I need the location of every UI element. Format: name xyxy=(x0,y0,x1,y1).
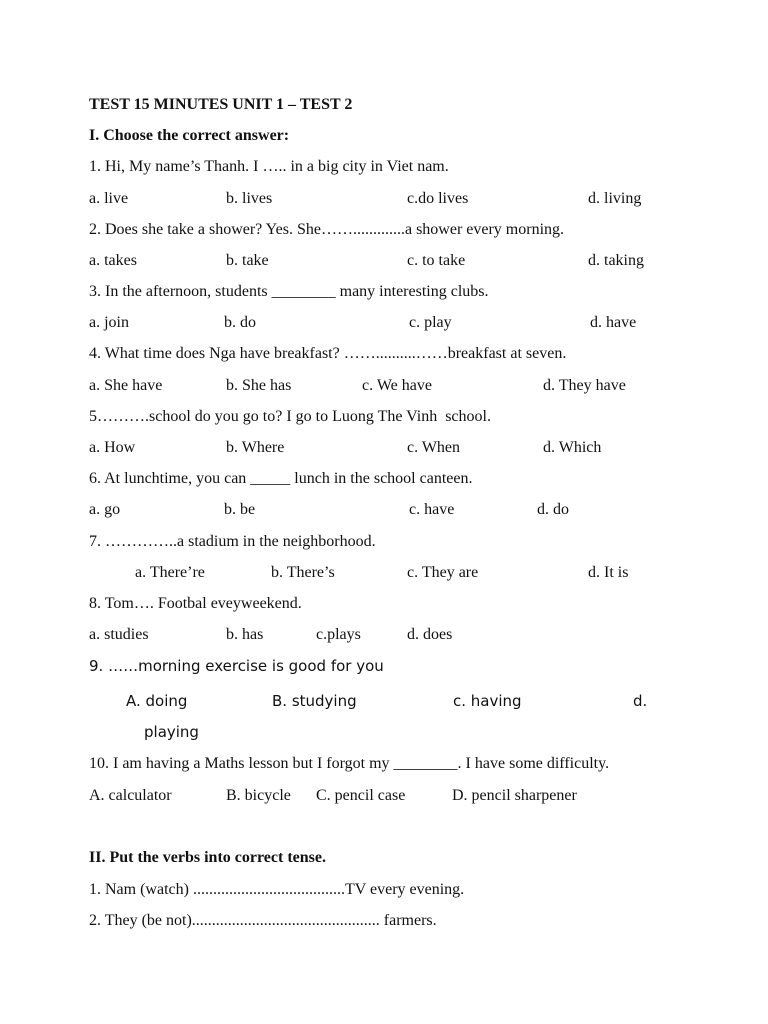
question-7: 7. …………..a stadium in the neighborhood. xyxy=(89,533,376,550)
q6-option-c: c. have xyxy=(409,501,455,518)
q4-option-c: c. We have xyxy=(362,377,432,394)
q2-option-d: d. taking xyxy=(588,252,644,269)
q7-option-a: a. There’re xyxy=(135,564,205,581)
section2-item-1: 1. Nam (watch) ......................................TV every evening. xyxy=(89,881,465,898)
q4-option-a: a. She have xyxy=(89,377,163,394)
q1-option-c: c.do lives xyxy=(407,190,469,207)
q3-option-c: c. play xyxy=(409,314,452,331)
q2-option-b: b. take xyxy=(226,252,269,269)
question-1: 1. Hi, My name’s Thanh. I ….. in a big city in Viet nam. xyxy=(89,158,449,175)
question-2: 2. Does she take a shower? Yes. She…….............a shower every morning. xyxy=(89,221,565,238)
q9-option-b: B. studying xyxy=(272,692,357,710)
q4-option-b: b. She has xyxy=(226,377,292,394)
q1-option-b: b. lives xyxy=(226,190,273,207)
question-4: 4. What time does Nga have breakfast? ……..........……breakfast at seven. xyxy=(89,345,567,362)
q5-option-b: b. Where xyxy=(226,439,285,456)
q9-option-d: d. xyxy=(633,692,648,710)
question-5: 5……….school do you go to? I go to Luong The Vinh school. xyxy=(89,408,491,425)
question-10: 10. I am having a Maths lesson but I forgot my ________. I have some difficulty. xyxy=(89,755,610,772)
q5-option-d: d. Which xyxy=(543,439,602,456)
q9-option-d-continued: playing xyxy=(144,723,199,741)
q2-option-a: a. takes xyxy=(89,252,137,269)
q10-option-d: D. pencil sharpener xyxy=(452,787,577,804)
q1-option-d: d. living xyxy=(588,190,642,207)
q6-option-a: a. go xyxy=(89,501,121,518)
section2-item-2: 2. They (be not)............................................... farmers. xyxy=(89,912,437,929)
q8-option-b: b. has xyxy=(226,626,264,643)
q5-option-c: c. When xyxy=(407,439,461,456)
section1-heading: I. Choose the correct answer: xyxy=(89,127,290,144)
q3-option-a: a. join xyxy=(89,314,129,331)
q7-option-c: c. They are xyxy=(407,564,479,581)
q10-option-b: B. bicycle xyxy=(226,787,291,804)
q10-option-c: C. pencil case xyxy=(316,787,406,804)
q3-option-d: d. have xyxy=(590,314,637,331)
q8-option-d: d. does xyxy=(407,626,453,643)
q9-option-c: c. having xyxy=(453,692,522,710)
question-6: 6. At lunchtime, you can _____ lunch in the school canteen. xyxy=(89,470,473,487)
test-title: TEST 15 MINUTES UNIT 1 – TEST 2 xyxy=(89,96,353,113)
question-3: 3. In the afternoon, students ________ many interesting clubs. xyxy=(89,283,489,300)
q1-option-a: a. live xyxy=(89,190,129,207)
question-8: 8. Tom…. Footbal eveyweekend. xyxy=(89,595,302,612)
q7-option-d: d. It is xyxy=(588,564,629,581)
q9-option-a: A. doing xyxy=(126,692,188,710)
q4-option-d: d. They have xyxy=(543,377,626,394)
q8-option-a: a. studies xyxy=(89,626,149,643)
q6-option-b: b. be xyxy=(224,501,256,518)
q5-option-a: a. How xyxy=(89,439,136,456)
q8-option-c: c.plays xyxy=(316,626,361,643)
q3-option-b: b. do xyxy=(224,314,256,331)
q10-option-a: A. calculator xyxy=(89,787,172,804)
q2-option-c: c. to take xyxy=(407,252,466,269)
q7-option-b: b. There’s xyxy=(271,564,335,581)
question-9: 9. ……morning exercise is good for you xyxy=(89,657,384,675)
q6-option-d: d. do xyxy=(537,501,569,518)
section2-heading: II. Put the verbs into correct tense. xyxy=(89,849,326,866)
